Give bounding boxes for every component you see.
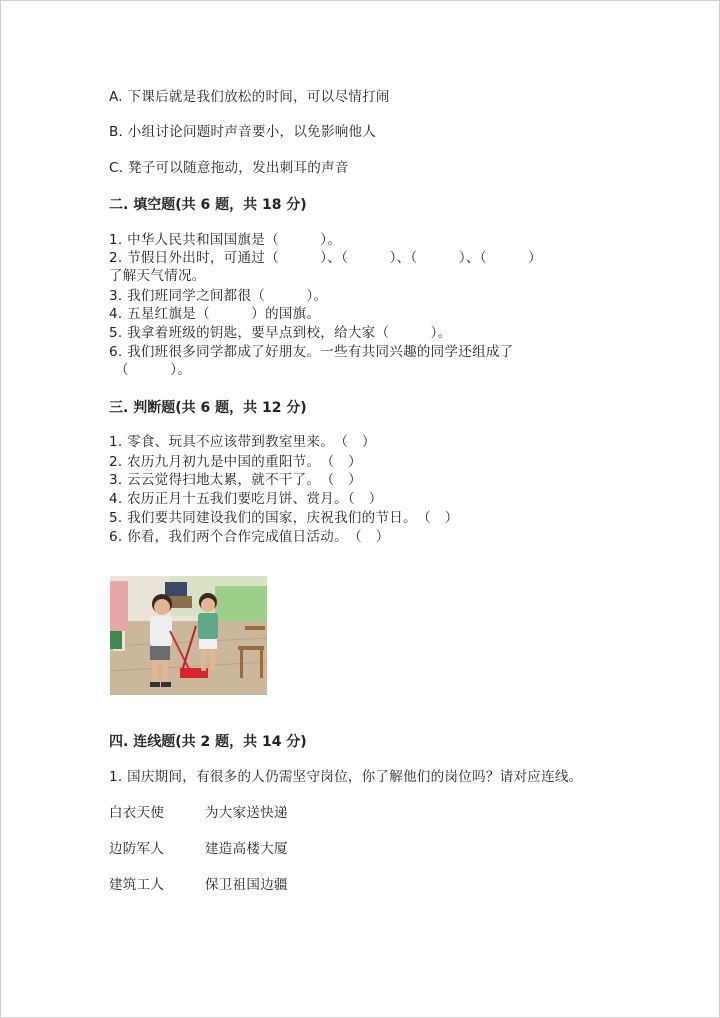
section-heading-true-false: 三. 判断题(共 6 题，共 12 分) xyxy=(109,400,307,416)
matching-question: 1. 国庆期间，有很多的人仍需坚守岗位，你了解他们的岗位吗？请对应连线。 xyxy=(109,769,583,785)
choice-b: B. 小组讨论问题时声音要小，以免影响他人 xyxy=(109,124,377,140)
choice-a: A. 下课后就是我们放松的时间，可以尽情打闹 xyxy=(109,89,390,105)
matching-left-item: 边防军人 xyxy=(109,841,165,857)
matching-right-item: 建造高楼大厦 xyxy=(205,841,288,857)
matching-right-item: 保卫祖国边疆 xyxy=(205,877,288,893)
photo-illustration xyxy=(110,576,267,695)
matching-right-item: 为大家送快递 xyxy=(205,805,288,821)
section-heading-matching: 四. 连线题(共 2 题，共 14 分) xyxy=(109,734,307,750)
judge-question: 4. 农历正月十五我们要吃月饼、赏月。（ ） xyxy=(109,491,383,507)
judge-question: 1. 零食、玩具不应该带到教室里来。 （ ） xyxy=(109,434,376,450)
judge-question: 5. 我们要共同建设我们的国家，庆祝我们的节日。 （ ） xyxy=(109,510,459,526)
children-sweeping-photo xyxy=(110,576,267,695)
matching-left-item: 白衣天使 xyxy=(109,805,165,821)
choice-c: C. 凳子可以随意拖动，发出刺耳的声音 xyxy=(109,160,349,176)
judge-question: 3. 云云觉得扫地太累，就不干了。 （ ） xyxy=(109,472,362,488)
fill-question-continuation: （ ）。 xyxy=(115,362,192,378)
fill-question: 6. 我们班很多同学都成了好朋友。一些有共同兴趣的同学还组成了 xyxy=(109,344,514,360)
section-heading-fill-blank: 二. 填空题(共 6 题，共 18 分) xyxy=(109,197,307,213)
judge-question: 2. 农历九月初九是中国的重阳节。 （ ） xyxy=(109,454,362,470)
fill-question: 4. 五星红旗是（ ）的国旗。 xyxy=(109,306,321,322)
fill-question: 5. 我拿着班级的钥匙，要早点到校，给大家（ ）。 xyxy=(109,325,452,341)
fill-question-continuation: 了解天气情况。 xyxy=(109,268,206,284)
fill-question: 2. 节假日外出时，可通过（ ）、（ ）、（ ）、（ ） xyxy=(109,250,542,266)
fill-question: 3. 我们班同学之间都很（ ）。 xyxy=(109,288,328,304)
matching-left-item: 建筑工人 xyxy=(109,877,165,893)
fill-question: 1. 中华人民共和国国旗是（ ）。 xyxy=(109,232,342,248)
judge-question: 6. 你看，我们两个合作完成值日活动。 （ ） xyxy=(109,529,390,545)
